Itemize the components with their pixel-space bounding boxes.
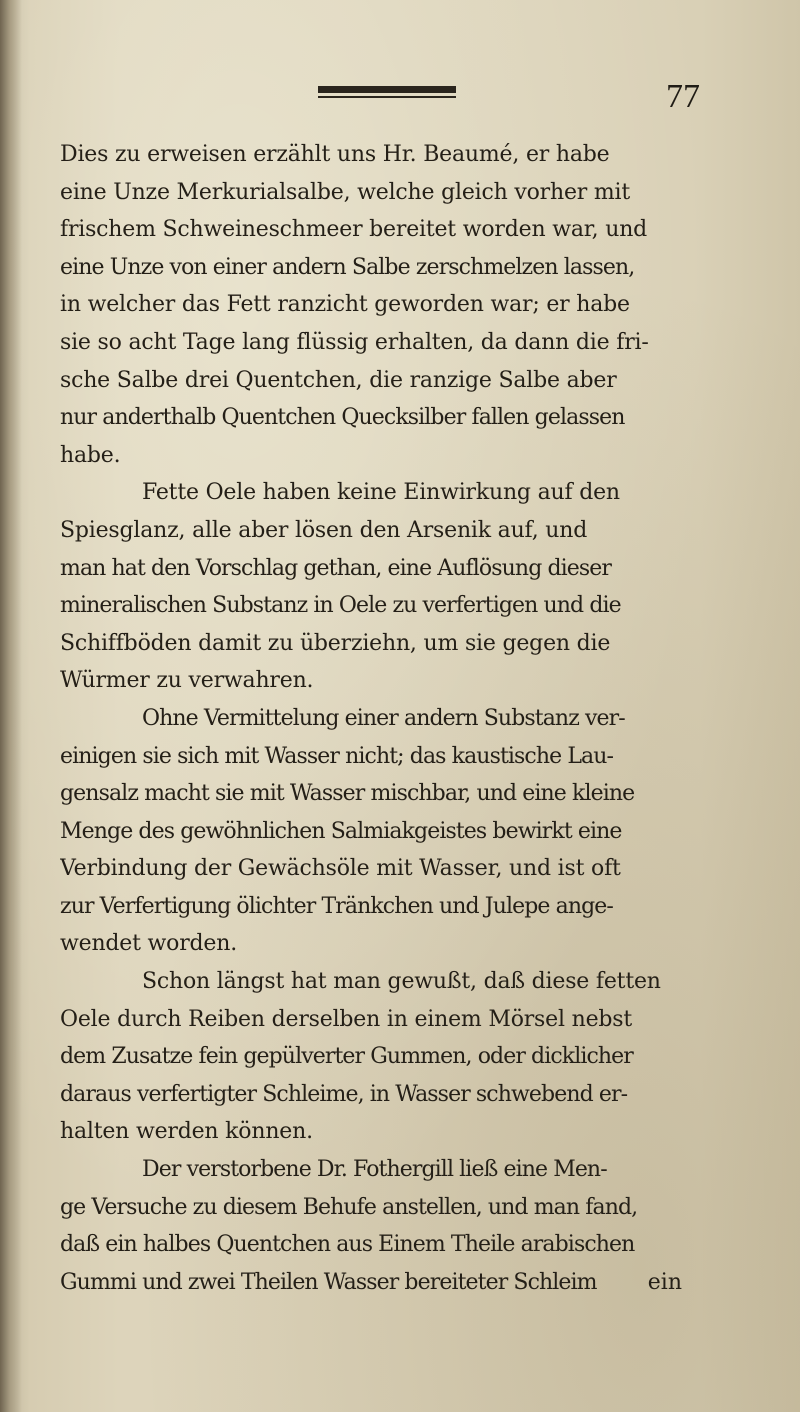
text-line: mineralischen Substanz in Oele zu verfertigen und die [60,593,621,619]
page-number: 77 [666,78,700,115]
text-line: eine Unze Merkurialsalbe, welche gleich vorher mit [60,179,631,205]
text-line: ge Versuche zu diesem Behufe anstellen, und man fand, [60,1194,638,1220]
text-line: frischem Schweineschmeer bereitet worden war, und [60,217,648,243]
text-line: nur anderthalb Quentchen Quecksilber fallen gelassen [60,405,625,431]
text-line: gensalz macht sie mit Wasser mischbar, und eine kleine [60,781,635,807]
text-line: Gummi und zwei Theilen Wasser bereiteter Schleim [60,1269,597,1295]
text-line: habe. [60,442,121,468]
text-line: Menge des gewöhnlichen Salmiakgeistes bewirkt eine [60,818,622,844]
text-line: man hat den Vorschlag gethan, eine Auflösung dieser [60,555,612,581]
paragraph-start-line: Schon längst hat man gewußt, daß diese fetten [142,969,661,995]
paragraph-start-line: Fette Oele haben keine Einwirkung auf den [142,480,620,506]
paragraph-start-line: Ohne Vermittelung einer andern Substanz ver- [142,705,625,731]
text-line: Würmer zu verwahren. [60,668,314,694]
text-line: daraus verfertigter Schleime, in Wasser schwebend er- [60,1081,628,1107]
text-line: zur Verfertigung ölichter Tränkchen und Julepe ange- [60,893,613,919]
text-line: Oele durch Reiben derselben in einem Mörsel nebst [60,1006,632,1032]
text-line: in welcher das Fett ranzicht geworden war; er habe [60,292,630,318]
page-spine-edge [0,0,22,1412]
header-rule-thick-line [318,86,456,93]
catchword: ein [647,1270,682,1295]
text-line: Dies zu erweisen erzählt uns Hr. Beaumé, er habe [60,142,610,167]
header-rule-thin-line [318,96,456,98]
body-text [60,136,705,1301]
text-line: Schiffböden damit zu überziehn, um sie gegen die [60,630,611,656]
text-line: sie so acht Tage lang flüssig erhalten, da dann die fri- [60,329,649,355]
text-line: daß ein halbes Quentchen aus Einem Theile arabischen [60,1232,635,1258]
text-line: Spiesglanz, alle aber lösen den Arsenik auf, und [60,517,588,543]
text-line: eine Unze von einer andern Salbe zerschmelzen lassen, [60,254,635,280]
text-line: sche Salbe drei Quentchen, die ranzige Salbe aber [60,367,617,393]
text-line: halten werden können. [60,1119,313,1145]
text-line: einigen sie sich mit Wasser nicht; das kaustische Lau- [60,743,614,769]
text-line: Verbindung der Gewächsöle mit Wasser, und ist oft [60,856,621,882]
paragraph-start-line: Der verstorbene Dr. Fothergill ließ eine Men- [142,1157,607,1183]
header-rule-ornament [318,86,456,100]
text-line: dem Zusatze fein gepülverter Gummen, oder dicklicher [60,1044,633,1070]
text-line: wendet worden. [60,931,238,957]
